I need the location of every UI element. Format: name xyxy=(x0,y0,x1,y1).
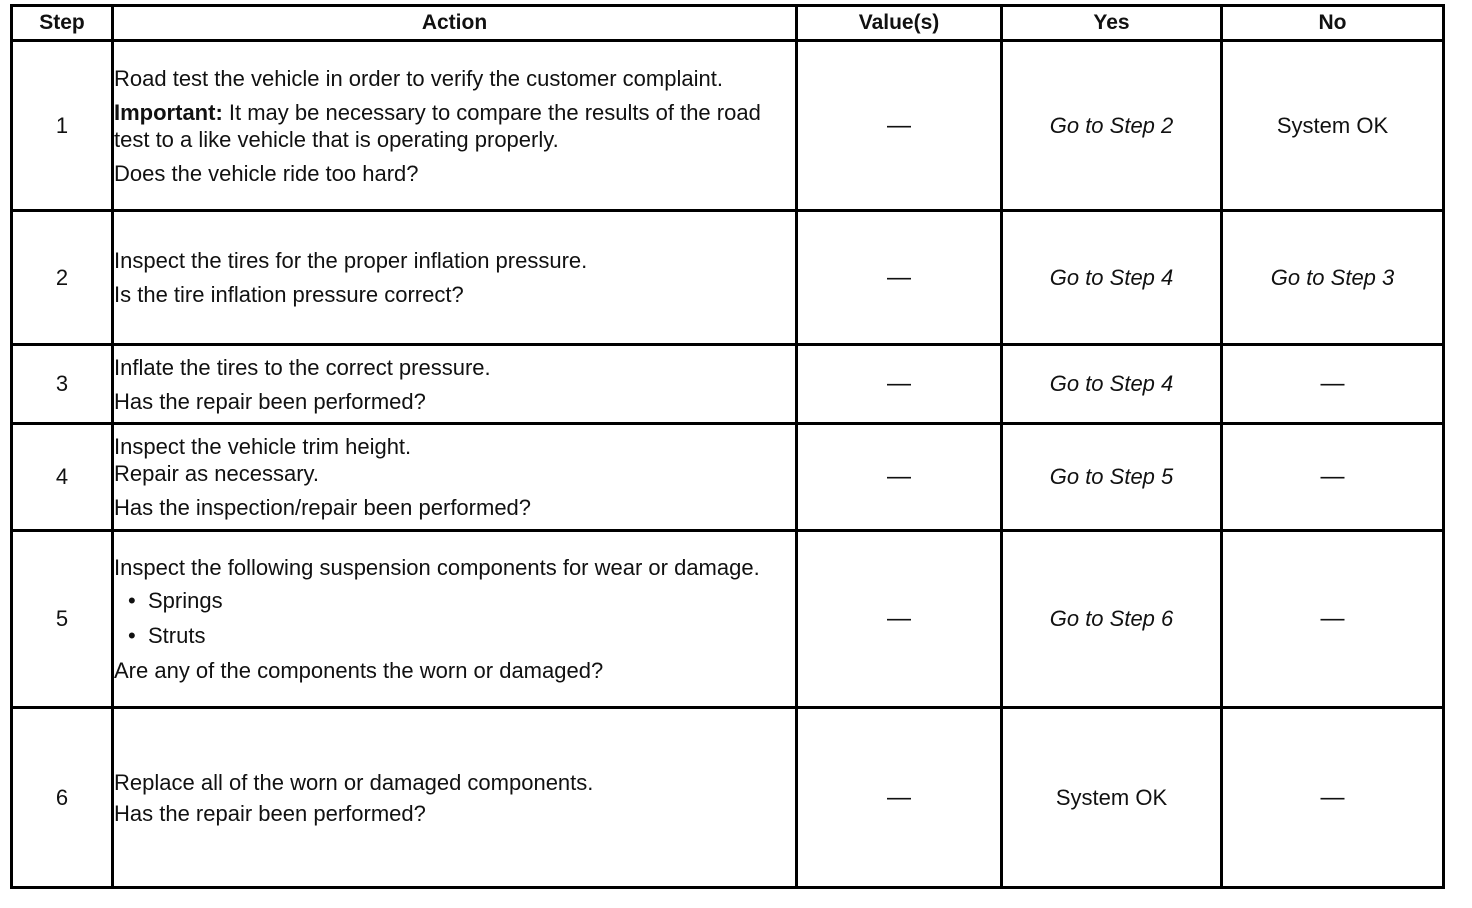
yes-cell: System OK xyxy=(1002,708,1222,888)
step-number: 3 xyxy=(12,345,113,424)
action-cell xyxy=(113,345,797,424)
header-values: Value(s) xyxy=(797,6,1002,41)
no-cell: — xyxy=(1222,531,1444,708)
step-number: 6 xyxy=(12,708,113,888)
no-cell: — xyxy=(1222,345,1444,424)
action-text: Replace all of the worn or damaged components. xyxy=(114,769,594,795)
action-text: Inspect the following suspension components for wear or damage. xyxy=(114,555,760,580)
step-number: 5 xyxy=(12,531,113,708)
list-item: • Struts xyxy=(148,622,795,649)
action-text: Inspect the vehicle trim height. xyxy=(114,434,412,459)
no-cell: — xyxy=(1222,708,1444,888)
action-cell xyxy=(113,708,797,888)
table-row xyxy=(12,424,1444,531)
header-row xyxy=(12,6,1444,41)
header-step: Step xyxy=(12,6,113,41)
value-cell: — xyxy=(797,41,1002,211)
value-cell: — xyxy=(797,211,1002,345)
value-cell: — xyxy=(797,708,1002,888)
no-cell: System OK xyxy=(1222,41,1444,211)
list-item: • Springs xyxy=(148,587,795,614)
component-list xyxy=(114,587,795,649)
table-row xyxy=(12,531,1444,708)
action-cell xyxy=(113,424,797,531)
action-text: Inspect the tires for the proper inflation pressure. xyxy=(114,248,588,273)
value-cell: — xyxy=(797,424,1002,531)
important-label: Important: xyxy=(114,99,223,125)
no-cell: Go to Step 3 xyxy=(1222,211,1444,345)
action-question: Are any of the components the worn or damaged? xyxy=(114,658,604,683)
action-cell xyxy=(113,211,797,345)
action-question: Does the vehicle ride too hard? xyxy=(114,160,419,186)
header-action: Action xyxy=(113,6,797,41)
action-text: Road test the vehicle in order to verify the customer complaint. xyxy=(114,65,723,91)
important-note xyxy=(114,99,795,153)
action-question: Has the repair been performed? xyxy=(114,388,426,414)
action-text: Inflate the tires to the correct pressure. xyxy=(114,354,491,380)
yes-cell: Go to Step 4 xyxy=(1002,345,1222,424)
yes-cell: Go to Step 6 xyxy=(1002,531,1222,708)
table-row xyxy=(12,345,1444,424)
step-number: 4 xyxy=(12,424,113,531)
important-text: It may be necessary to compare the results of the road test to a like vehicle that is operating properly. xyxy=(114,99,761,152)
table-row xyxy=(12,41,1444,211)
no-cell: — xyxy=(1222,424,1444,531)
action-cell xyxy=(113,531,797,708)
yes-cell: Go to Step 4 xyxy=(1002,211,1222,345)
action-question: Has the repair been performed? xyxy=(114,800,426,826)
diagnostic-table xyxy=(10,4,1445,889)
step-number: 2 xyxy=(12,211,113,345)
value-cell: — xyxy=(797,531,1002,708)
yes-cell: Go to Step 5 xyxy=(1002,424,1222,531)
action-text-2: Repair as necessary. xyxy=(114,461,320,486)
yes-cell: Go to Step 2 xyxy=(1002,41,1222,211)
value-cell: — xyxy=(797,345,1002,424)
table-row xyxy=(12,708,1444,888)
action-cell xyxy=(113,41,797,211)
action-question: Has the inspection/repair been performed? xyxy=(114,495,532,520)
header-yes: Yes xyxy=(1002,6,1222,41)
header-no: No xyxy=(1222,6,1444,41)
step-number: 1 xyxy=(12,41,113,211)
action-question: Is the tire inflation pressure correct? xyxy=(114,282,464,307)
table-row xyxy=(12,211,1444,345)
